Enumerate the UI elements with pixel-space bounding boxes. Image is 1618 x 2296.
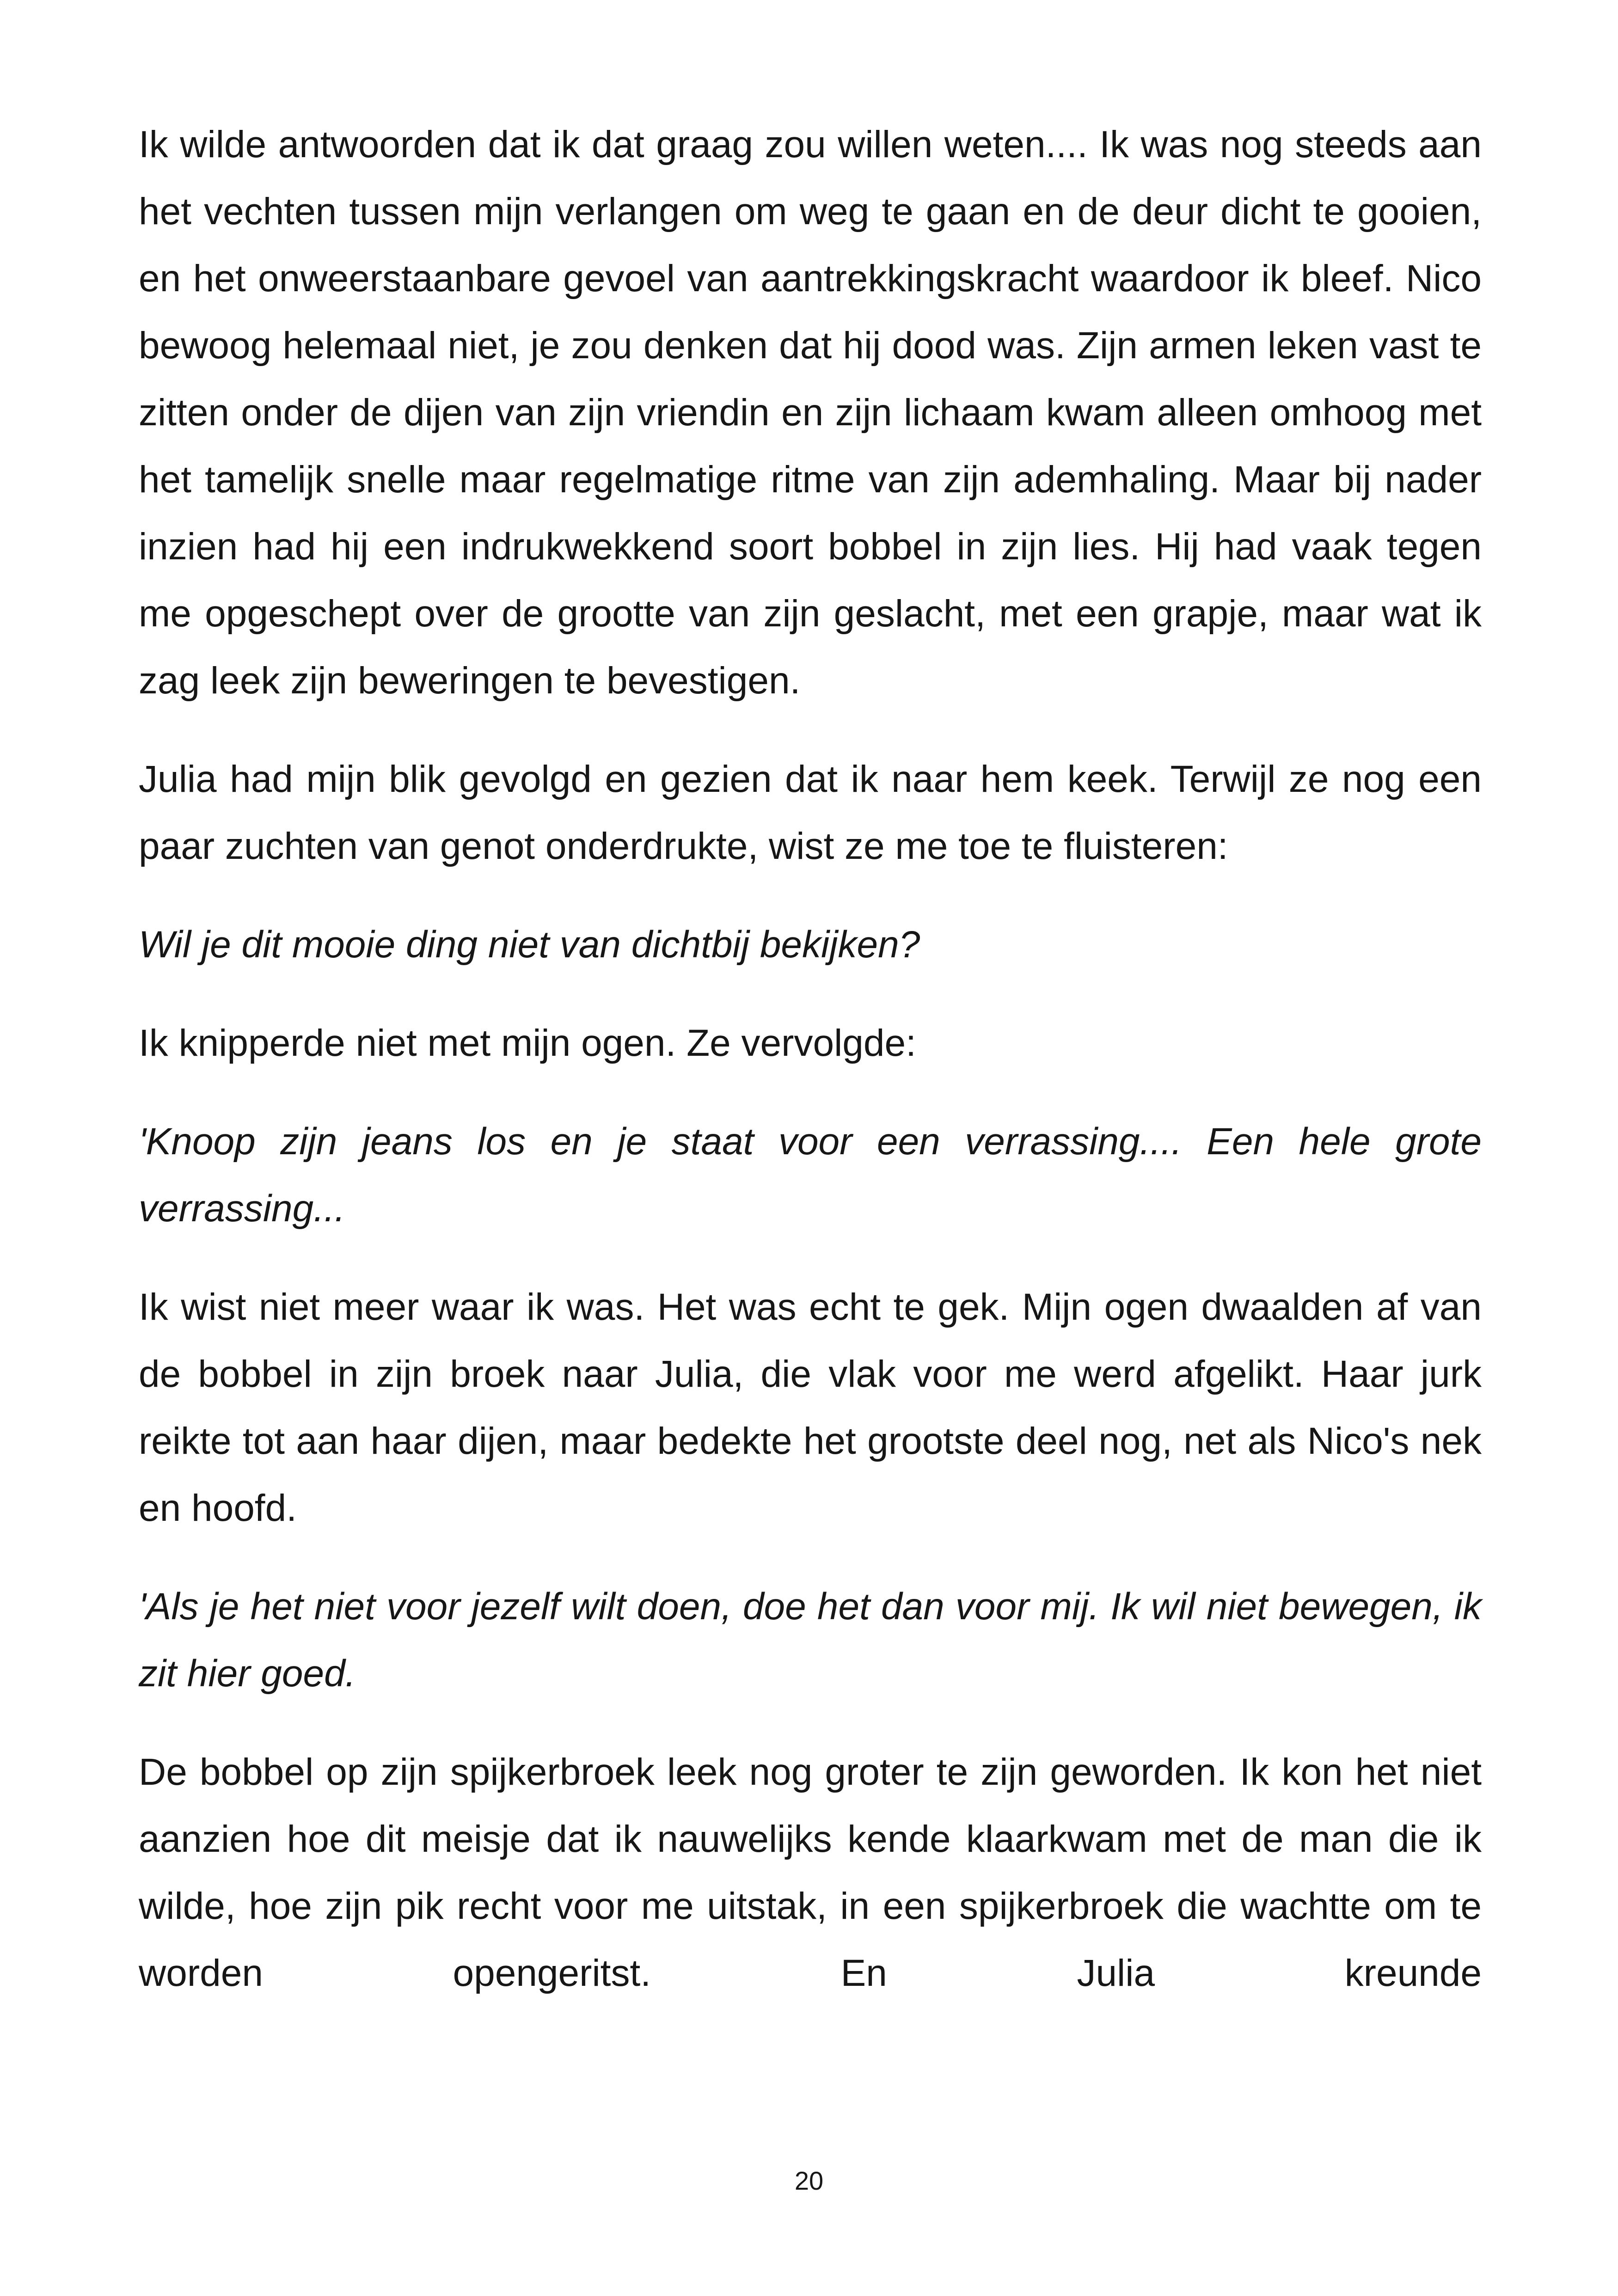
page-number: 20 <box>794 2166 824 2195</box>
italic-quote: 'Knoop zijn jeans los en je staat voor een verrassing.... Een hele grote verrassing... <box>139 1120 1482 1230</box>
italic-quote: Wil je dit mooie ding niet van dichtbij bekijken? <box>139 924 920 966</box>
paragraph: Ik knipperde niet met mijn ogen. Ze vervolgde: <box>139 1022 916 1064</box>
italic-quote: 'Als je het niet voor jezelf wilt doen, doe het dan voor mij. Ik wil niet bewegen, ik zit hier goed. <box>139 1586 1482 1695</box>
paragraph: Ik wist niet meer waar ik was. Het was echt te gek. Mijn ogen dwaalden af van de bobbel in zijn broek naar Julia, die vlak voor me werd afgelikt. Haar jurk reikte tot aan haar dijen, maar bedekte het grootste deel nog, net als Nico's nek en hoofd. <box>139 1286 1482 1529</box>
paragraph: Ik wilde antwoorden dat ik dat graag zou willen weten.... Ik was nog steeds aan het vechten tussen mijn verlangen om weg te gaan en de deur dicht te gooien, en het onweerstaanbare gevoel van aantrekkingskracht waardoor ik bleef. Nico bewoog helemaal niet, je zou denken dat hij dood was. Zijn armen leken vast te zitten onder de dijen van zijn vriendin en zijn lichaam kwam alleen omhoog met het tamelijk snelle maar regelmatige ritme van zijn ademhaling. Maar bij nader inzien had hij een indrukwekkend soort bobbel in zijn lies. Hij had vaak tegen me opgeschept over de grootte van zijn geslacht, met een grapje, maar wat ik zag leek zijn beweringen te bevestigen. <box>139 123 1482 702</box>
body-text <box>139 111 1482 2038</box>
paragraph: Julia had mijn blik gevolgd en gezien dat ik naar hem keek. Terwijl ze nog een paar zuchten van genot onderdrukte, wist ze me toe te fluisteren: <box>139 758 1482 867</box>
paragraph: De bobbel op zijn spijkerbroek leek nog groter te zijn geworden. Ik kon het niet aanzien hoe dit meisje dat ik nauwelijks kende klaarkwam met de man die ik wilde, hoe zijn pik recht voor me uitstak, in een spijkerbroek die wachtte om te worden opengeritst. En Julia kreunde <box>139 1751 1482 1994</box>
